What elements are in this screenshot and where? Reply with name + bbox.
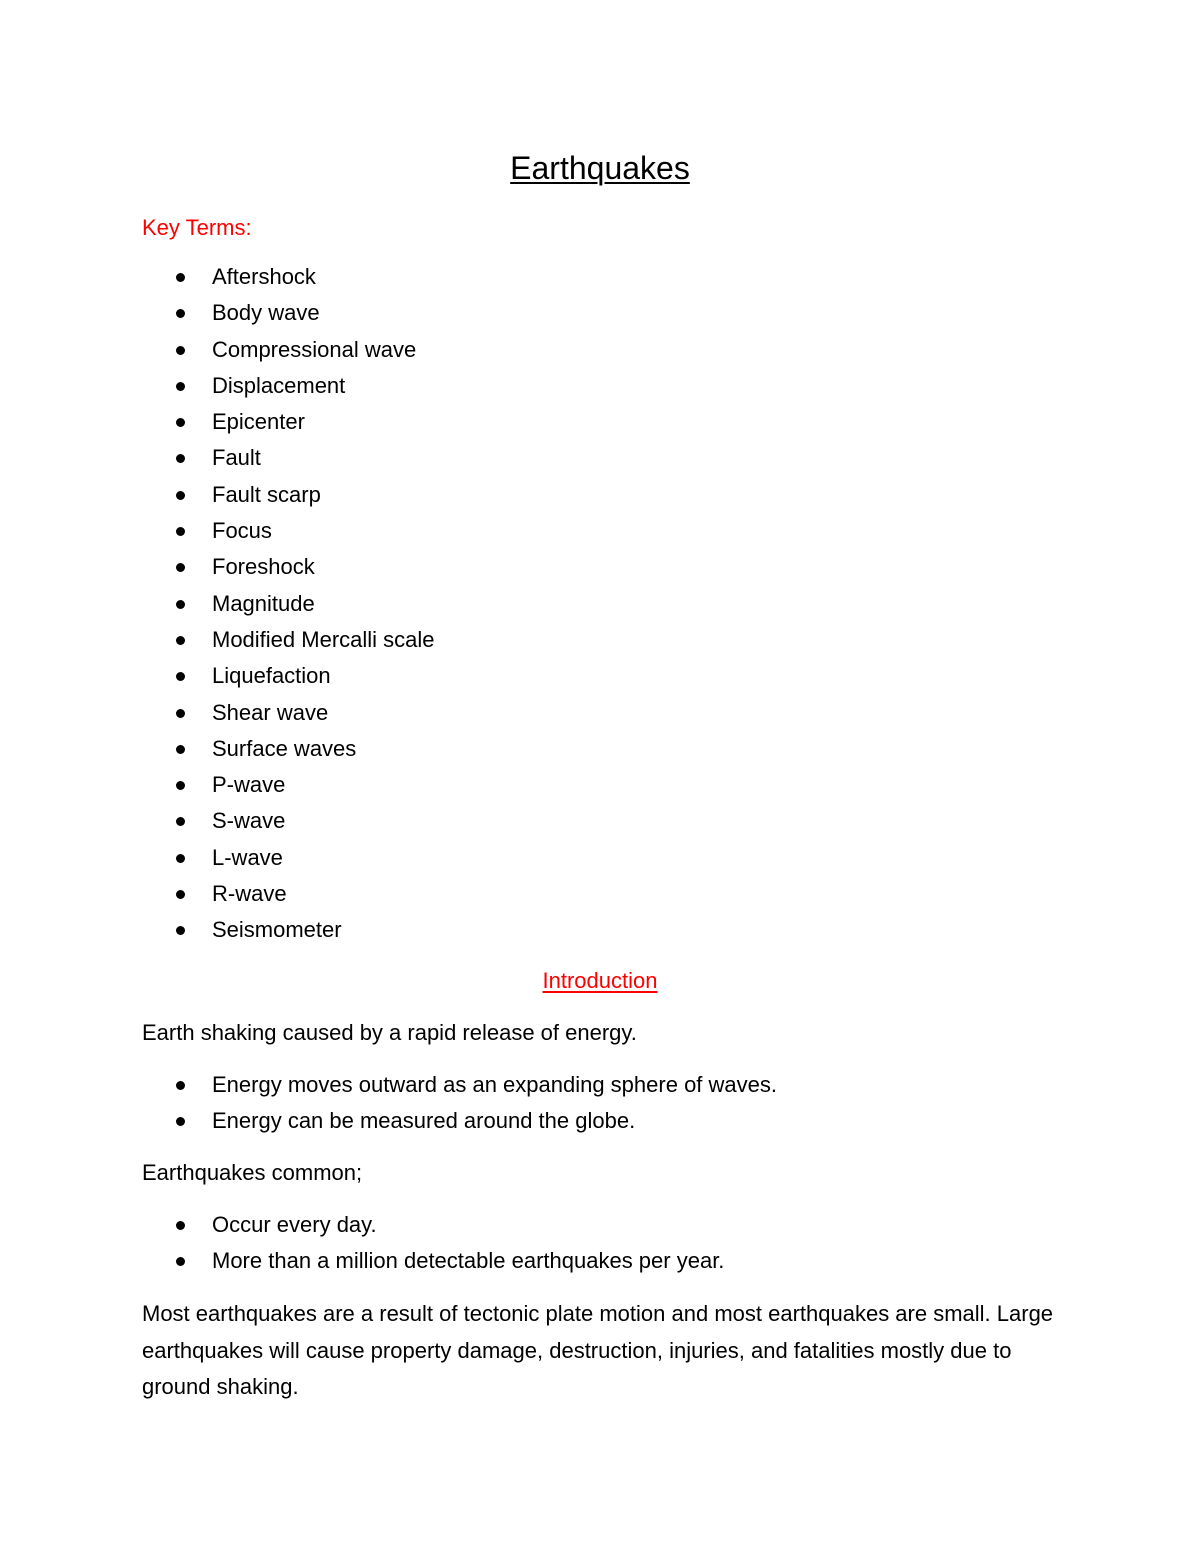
bullet-icon <box>176 600 185 609</box>
bullet-icon <box>176 781 185 790</box>
bullet-icon <box>176 890 185 899</box>
bullet-icon <box>176 273 185 282</box>
list-item <box>142 586 435 622</box>
bullet-icon <box>176 926 185 935</box>
list-item-text: R-wave <box>212 881 287 907</box>
list-item <box>142 368 435 404</box>
bullet-icon <box>176 1257 185 1266</box>
list-item-text: Body wave <box>212 300 320 326</box>
bullet-icon <box>176 636 185 645</box>
intro-paragraph: Earth shaking caused by a rapid release of energy. <box>142 1020 637 1045</box>
bullet-icon <box>176 672 185 681</box>
bullet-icon <box>176 709 185 718</box>
bullet-icon <box>176 454 185 463</box>
list-item <box>142 1103 777 1139</box>
bullet-icon <box>176 1117 185 1126</box>
list-item <box>142 695 435 731</box>
bullet-icon <box>176 817 185 826</box>
list-item <box>142 840 435 876</box>
bullet-icon <box>176 491 185 500</box>
introduction-heading: Introduction <box>542 968 658 993</box>
bullet-icon <box>176 563 185 572</box>
bullet-icon <box>176 854 185 863</box>
list-item <box>142 803 435 839</box>
list-item <box>142 513 435 549</box>
list-item-text: Energy moves outward as an expanding sphere of waves. <box>212 1072 777 1097</box>
list-item <box>142 477 435 513</box>
list-item-text: Modified Mercalli scale <box>212 626 435 652</box>
bullet-icon <box>176 382 185 391</box>
list-item <box>142 622 435 658</box>
list-item <box>142 731 435 767</box>
list-item <box>142 1243 724 1279</box>
closing-paragraph: Most earthquakes are a result of tectonic plate motion and most earthquakes are small. Large earthquakes will cause property damage, destruction, injuries, and fatalities mostly due to ground shaking. <box>142 1301 1054 1399</box>
key-terms-heading: Key Terms: <box>142 215 252 240</box>
list-item <box>142 912 435 948</box>
bullet-icon <box>176 527 185 536</box>
list-item-text: Focus <box>212 518 272 544</box>
list-item-text: L-wave <box>212 844 283 870</box>
list-item <box>142 876 435 912</box>
list-item-text: Magnitude <box>212 590 315 616</box>
common-list <box>142 1207 724 1280</box>
list-item-text: Liquefaction <box>212 663 331 689</box>
list-item-text: Fault scarp <box>212 481 321 507</box>
list-item <box>142 404 435 440</box>
list-item <box>142 549 435 585</box>
energy-list <box>142 1067 777 1140</box>
list-item-text: Occur every day. <box>212 1212 377 1237</box>
list-item <box>142 1207 724 1243</box>
list-item-text: Compressional wave <box>212 336 417 362</box>
list-item-text: Fault <box>212 445 261 471</box>
list-item-text: More than a million detectable earthquakes per year. <box>212 1248 725 1274</box>
list-item-text: P-wave <box>212 772 286 798</box>
key-terms-list <box>142 259 435 949</box>
list-item-text: Aftershock <box>212 264 316 289</box>
list-item <box>142 295 435 331</box>
list-item <box>142 658 435 694</box>
list-item-text: Displacement <box>212 372 346 398</box>
list-item <box>142 1067 777 1103</box>
common-paragraph: Earthquakes common; <box>142 1160 363 1185</box>
list-item <box>142 440 435 476</box>
bullet-icon <box>176 346 185 355</box>
list-item-text: Seismometer <box>212 917 342 943</box>
list-item-text: Foreshock <box>212 554 315 580</box>
list-item <box>142 767 435 803</box>
list-item-text: Energy can be measured around the globe. <box>212 1108 636 1134</box>
bullet-icon <box>176 418 185 427</box>
bullet-icon <box>176 745 185 754</box>
list-item-text: S-wave <box>212 808 286 834</box>
list-item <box>142 259 435 295</box>
list-item-text: Epicenter <box>212 409 305 435</box>
bullet-icon <box>176 1081 185 1090</box>
bullet-icon <box>176 1221 185 1230</box>
list-item <box>142 332 435 368</box>
list-item-text: Surface waves <box>212 735 357 761</box>
bullet-icon <box>176 309 185 318</box>
document-title: Earthquakes <box>510 150 690 186</box>
list-item-text: Shear wave <box>212 699 329 725</box>
